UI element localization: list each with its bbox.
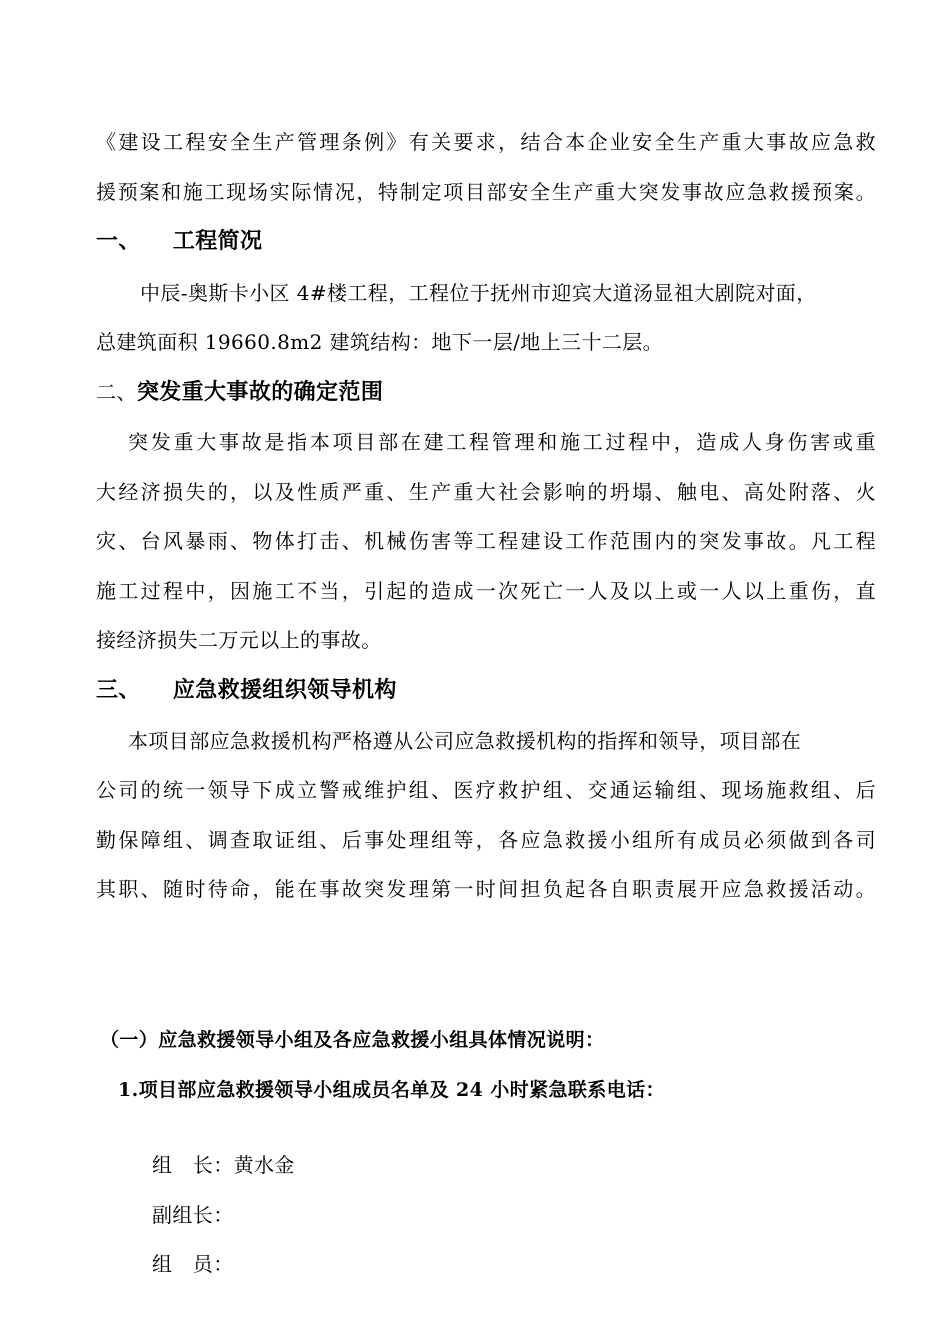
- deputy-label: 副组长：: [152, 1203, 234, 1227]
- section-3-line-4: 其职、随时待命，能在事故突发理第一时间担负起各自职责展开应急救援活动。: [96, 877, 876, 901]
- subsection-item-1: 1.项目部应急救援领导小组成员名单及 24 小时紧急联系电话：: [118, 1079, 665, 1101]
- section-1-line-2: 总建筑面积 19660.8m2 建筑结构：地下一层/地上三十二层。: [96, 330, 664, 354]
- member-label: 组 员：: [152, 1252, 234, 1276]
- intro-line-2: 援预案和施工现场实际情况，特制定项目部安全生产重大突发事故应急救援预案。: [96, 180, 876, 204]
- section-3-line-1: 本项目部应急救援机构严格遵从公司应急救援机构的指挥和领导，项目部在: [128, 729, 802, 753]
- subsection-title: （一）应急救援领导小组及各应急救援小组具体情况说明：: [100, 1029, 605, 1051]
- section-2-line-5: 接经济损失二万元以上的事故。: [96, 628, 382, 652]
- intro-line-1: 《建设工程安全生产管理条例》有关要求，结合本企业安全生产重大事故应急救: [96, 130, 876, 154]
- section-2-line-2: 大经济损失的，以及性质严重、生产重大社会影响的坍塌、触电、高处附落、火: [96, 480, 876, 504]
- section-1-number: 一、: [96, 229, 141, 254]
- section-1-heading: [96, 228, 262, 256]
- section-3-number: 三、: [96, 678, 141, 703]
- leader-label: 组 长：: [152, 1153, 234, 1177]
- leader-name: 黄水金: [233, 1153, 295, 1177]
- section-3-heading: [96, 677, 397, 705]
- section-3-line-2: 公司的统一领导下成立警戒维护组、医疗救护组、交通运输组、现场施救组、后: [96, 778, 876, 802]
- section-3-line-3: 勤保障组、调查取证组、后事处理组等，各应急救援小组所有成员必须做到各司: [96, 828, 876, 852]
- section-2-heading: [96, 378, 383, 407]
- section-3-title: 应急救援组织领导机构: [172, 678, 397, 703]
- leader-row: [152, 1151, 295, 1179]
- section-1-title: 工程简况: [172, 229, 263, 254]
- section-2-title: 突发重大事故的确定范围: [136, 380, 384, 405]
- section-2-number: 二、: [96, 380, 137, 404]
- section-2-line-1: 突发重大事故是指本项目部在建工程管理和施工过程中，造成人身伤害或重: [128, 430, 876, 454]
- section-2-line-3: 灾、台风暴雨、物体打击、机械伤害等工程建设工作范围内的突发事故。凡工程: [96, 529, 876, 553]
- section-2-line-4: 施工过程中，因施工不当，引起的造成一次死亡一人及以上或一人以上重伤，直: [96, 579, 876, 603]
- section-1-line-1: 中辰-奥斯卡小区 4#楼工程，工程位于抚州市迎宾大道汤显祖大剧院对面，: [140, 281, 817, 305]
